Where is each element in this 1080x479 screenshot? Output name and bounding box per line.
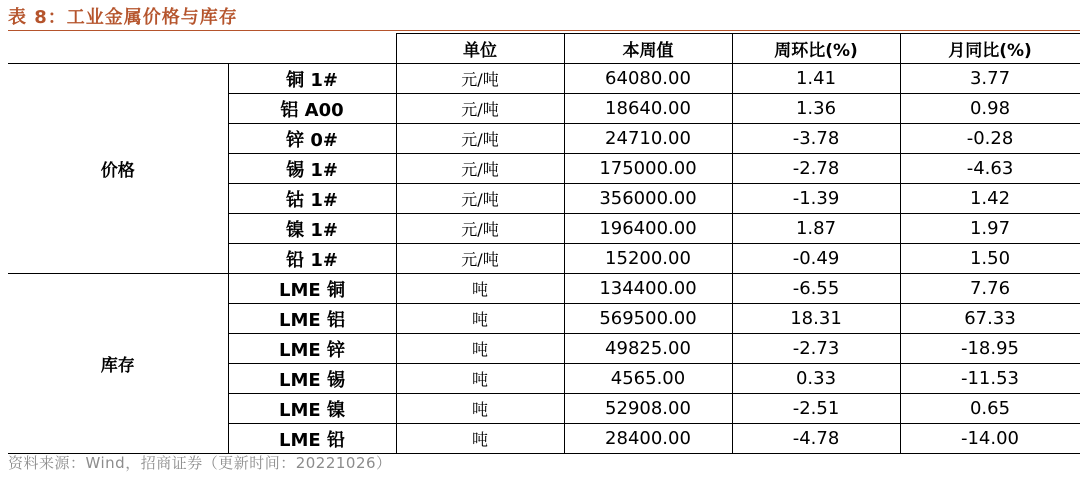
source-note: 资料来源：Wind，招商证券（更新时间：20221026） [8, 454, 392, 472]
unit-cell: 元/吨 [396, 154, 564, 184]
unit-cell: 元/吨 [396, 94, 564, 124]
value-cell: 18640.00 [564, 94, 732, 124]
wow-cell: 18.31 [732, 304, 900, 334]
wow-cell: 0.33 [732, 364, 900, 394]
wow-cell: -3.78 [732, 124, 900, 154]
mom-cell: -4.63 [900, 154, 1080, 184]
category-cell: 价格 [8, 64, 228, 274]
value-cell: 356000.00 [564, 184, 732, 214]
wow-cell: -1.39 [732, 184, 900, 214]
metal-cell: LME 镍 [228, 394, 396, 424]
metal-price-inventory-table [8, 33, 1080, 454]
unit-cell: 吨 [396, 274, 564, 304]
value-cell: 28400.00 [564, 424, 732, 454]
mom-cell: -14.00 [900, 424, 1080, 454]
value-cell: 52908.00 [564, 394, 732, 424]
metal-cell: LME 铅 [228, 424, 396, 454]
unit-cell: 元/吨 [396, 64, 564, 94]
value-cell: 24710.00 [564, 124, 732, 154]
mom-cell: -11.53 [900, 364, 1080, 394]
wow-cell: -0.49 [732, 244, 900, 274]
unit-cell: 吨 [396, 424, 564, 454]
header-mom: 月同比(%) [900, 34, 1080, 64]
header-unit: 单位 [396, 34, 564, 64]
unit-cell: 元/吨 [396, 124, 564, 154]
value-cell: 196400.00 [564, 214, 732, 244]
mom-cell: 1.97 [900, 214, 1080, 244]
mom-cell: -0.28 [900, 124, 1080, 154]
mom-cell: -18.95 [900, 334, 1080, 364]
metal-cell: 锡 1# [228, 154, 396, 184]
wow-cell: 1.87 [732, 214, 900, 244]
header-blank-cell [8, 34, 396, 64]
mom-cell: 0.98 [900, 94, 1080, 124]
wow-cell: -2.51 [732, 394, 900, 424]
unit-cell: 吨 [396, 304, 564, 334]
unit-cell: 吨 [396, 334, 564, 364]
wow-cell: 1.36 [732, 94, 900, 124]
mom-cell: 3.77 [900, 64, 1080, 94]
table-body [8, 64, 1080, 454]
header-wow: 周环比(%) [732, 34, 900, 64]
header-value: 本周值 [564, 34, 732, 64]
mom-cell: 67.33 [900, 304, 1080, 334]
value-cell: 134400.00 [564, 274, 732, 304]
table-row [8, 274, 1080, 304]
metal-cell: 铅 1# [228, 244, 396, 274]
metal-cell: 铝 A00 [228, 94, 396, 124]
mom-cell: 0.65 [900, 394, 1080, 424]
mom-cell: 1.42 [900, 184, 1080, 214]
unit-cell: 元/吨 [396, 184, 564, 214]
metal-cell: 锌 0# [228, 124, 396, 154]
value-cell: 64080.00 [564, 64, 732, 94]
metal-cell: 钴 1# [228, 184, 396, 214]
metal-cell: 镍 1# [228, 214, 396, 244]
mom-cell: 1.50 [900, 244, 1080, 274]
header-row [8, 34, 1080, 64]
metal-cell: LME 铜 [228, 274, 396, 304]
unit-cell: 元/吨 [396, 244, 564, 274]
unit-cell: 吨 [396, 394, 564, 424]
table-title: 表 8：工业金属价格与库存 [8, 7, 238, 28]
wow-cell: -2.73 [732, 334, 900, 364]
wow-cell: -2.78 [732, 154, 900, 184]
title-divider [8, 30, 1080, 31]
wow-cell: -6.55 [732, 274, 900, 304]
metal-cell: LME 锌 [228, 334, 396, 364]
unit-cell: 吨 [396, 364, 564, 394]
wow-cell: -4.78 [732, 424, 900, 454]
value-cell: 15200.00 [564, 244, 732, 274]
metal-cell: LME 铝 [228, 304, 396, 334]
value-cell: 569500.00 [564, 304, 732, 334]
metal-cell: 铜 1# [228, 64, 396, 94]
wow-cell: 1.41 [732, 64, 900, 94]
value-cell: 49825.00 [564, 334, 732, 364]
metal-cell: LME 锡 [228, 364, 396, 394]
mom-cell: 7.76 [900, 274, 1080, 304]
unit-cell: 元/吨 [396, 214, 564, 244]
table-row [8, 64, 1080, 94]
value-cell: 175000.00 [564, 154, 732, 184]
category-cell: 库存 [8, 274, 228, 454]
value-cell: 4565.00 [564, 364, 732, 394]
